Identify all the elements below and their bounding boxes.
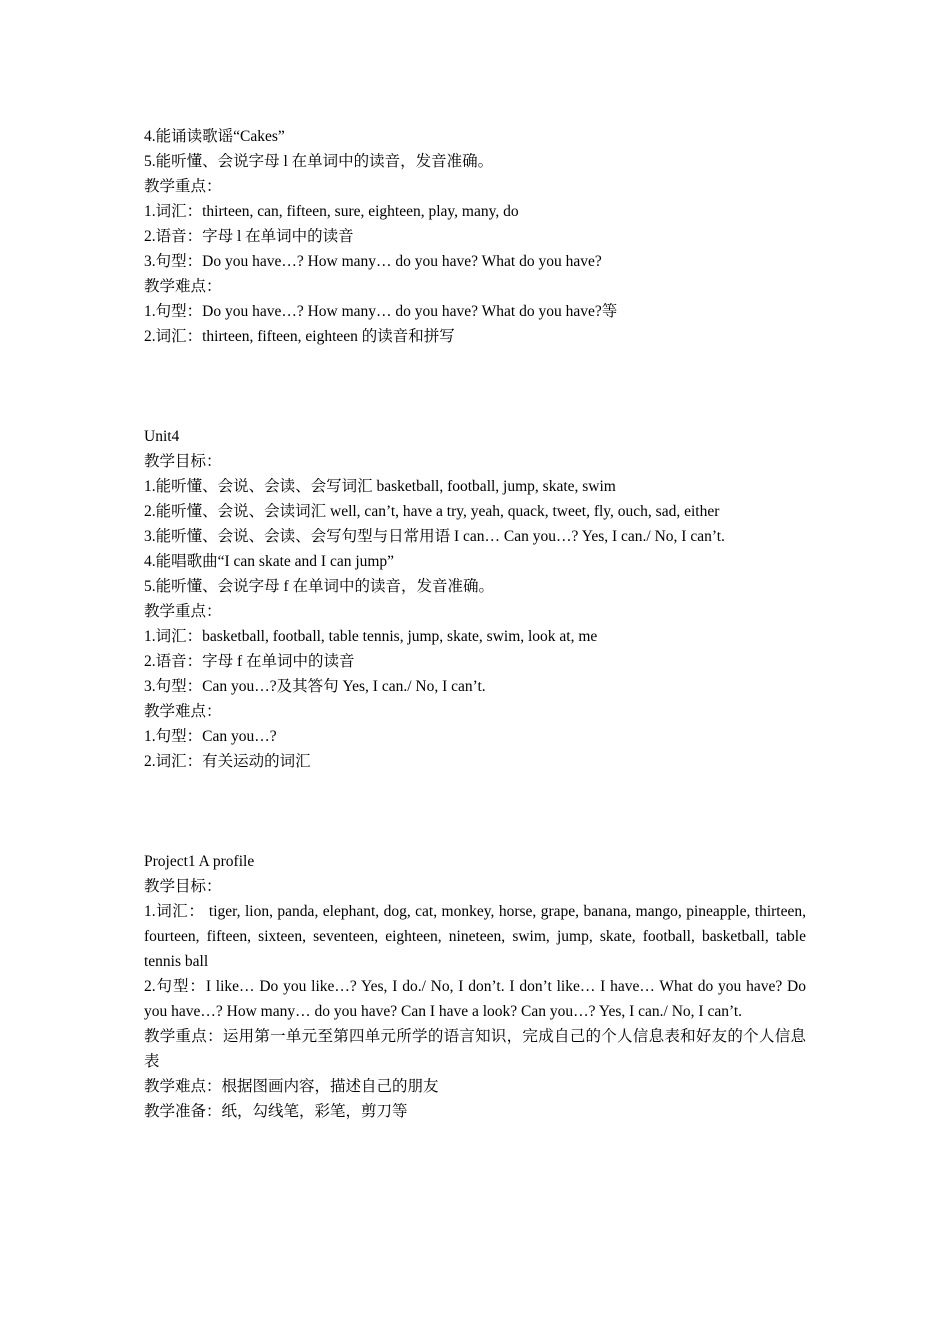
unit4-title: Unit4 — [144, 428, 180, 445]
text-line: 2.词汇：thirteen, fifteen, eighteen 的读音和拼写 — [144, 328, 455, 345]
text-line: 5.能听懂、会说字母 l 在单词中的读音，发音准确。 — [144, 153, 494, 170]
unit4-section — [144, 424, 806, 774]
preparation-line: 教学准备：纸，勾线笔，彩笔，剪刀等 — [144, 1103, 408, 1120]
sentence-paragraph: 2.句型：I like… Do you like…? Yes, I do./ No, I don’t. I don’t like… I have… What do you have? Do you have…? How many… do you have? Can I have a look? Can you…? Yes, I can./ No, I can’t. — [144, 978, 806, 1020]
text-line: 4.能唱歌曲“I can skate and I can jump” — [144, 553, 395, 570]
text-line: 1.词汇：basketball, football, table tennis, jump, skate, swim, look at, me — [144, 628, 598, 645]
section-spacer — [144, 349, 806, 424]
objectives-heading: 教学目标： — [144, 878, 222, 895]
text-line: 1.能听懂、会说、会读、会写词汇 basketball, football, jump, skate, swim — [144, 478, 616, 495]
text-line: 3.能听懂、会说、会读、会写句型与日常用语 I can… Can you…? Yes, I can./ No, I can’t. — [144, 528, 725, 545]
focus-paragraph: 教学重点：运用第一单元至第四单元所学的语言知识，完成自己的个人信息表和好友的个人信息表 — [144, 1028, 806, 1070]
text-line: 2.能听懂、会说、会读词汇 well, can’t, have a try, yeah, quack, tweet, fly, ouch, sad, either — [144, 503, 720, 520]
unit3-tail-section — [144, 124, 806, 349]
project1-title: Project1 A profile — [144, 853, 255, 870]
text-line: 2.语音：字母 f 在单词中的读音 — [144, 653, 355, 670]
text-line: 3.句型：Do you have…? How many… do you have? What do you have? — [144, 253, 602, 270]
text-line: 1.词汇：thirteen, can, fifteen, sure, eighteen, play, many, do — [144, 203, 519, 220]
text-line: 1.句型：Can you…? — [144, 728, 277, 745]
focus-heading: 教学重点： — [144, 603, 222, 620]
text-line: 5.能听懂、会说字母 f 在单词中的读音，发音准确。 — [144, 578, 495, 595]
vocab-paragraph: 1.词汇： tiger, lion, panda, elephant, dog, cat, monkey, horse, grape, banana, mango, pineapple, thirteen, fourteen, fifteen, sixteen, seventeen, eighteen, nineteen, swim, jump, skate, football, basketball, table tennis ball — [144, 903, 806, 970]
text-line: 3.句型：Can you…?及其答句 Yes, I can./ No, I can’t. — [144, 678, 486, 695]
project1-section — [144, 849, 806, 1124]
text-line: 2.语音：字母 l 在单词中的读音 — [144, 228, 354, 245]
text-line: 2.词汇：有关运动的词汇 — [144, 753, 311, 770]
text-line: 1.句型：Do you have…? How many… do you have? What do you have?等 — [144, 303, 618, 320]
difficulty-heading: 教学难点： — [144, 278, 222, 295]
document-page — [144, 124, 806, 1124]
text-line: 4.能诵读歌谣“Cakes” — [144, 128, 285, 145]
difficulty-line: 教学难点：根据图画内容，描述自己的朋友 — [144, 1078, 439, 1095]
difficulty-heading: 教学难点： — [144, 703, 222, 720]
section-spacer — [144, 774, 806, 849]
objectives-heading: 教学目标： — [144, 453, 222, 470]
focus-heading: 教学重点： — [144, 178, 222, 195]
